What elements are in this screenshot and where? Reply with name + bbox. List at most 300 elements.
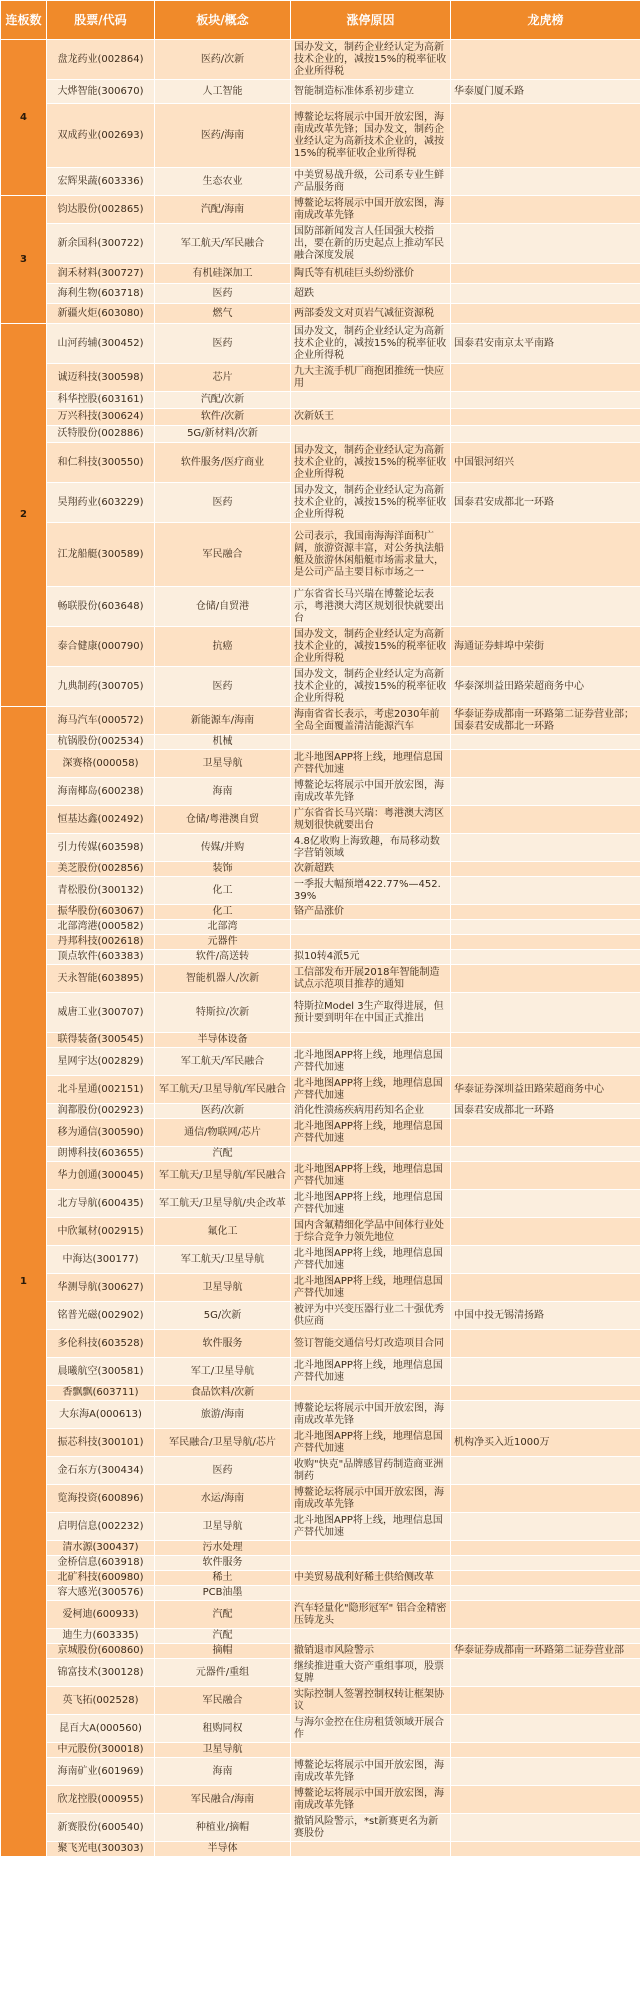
reason-cell: 北斗地图APP将上线，地理信息国产替代加速 [291,1162,451,1190]
level-cell: 1 [1,707,47,1857]
dragon-list-cell [451,304,640,324]
header-sector: 板块/概念 [155,1,291,40]
sector-cell: 芯片 [155,364,291,392]
dragon-list-cell: 中国中投无锡清扬路 [451,1302,640,1330]
table-row [1,1814,640,1842]
stock-name-cell: 顶点软件(603383) [47,950,155,965]
sector-cell: 5G/新材料/次新 [155,426,291,443]
table-row [1,1218,640,1246]
table-row [1,1147,640,1162]
table-row [1,1457,640,1485]
table-row [1,284,640,304]
reason-cell [291,1033,451,1048]
header-level: 连板数 [1,1,47,40]
sector-cell: 租购同权 [155,1715,291,1743]
stock-name-cell: 恒基达鑫(002492) [47,806,155,834]
reason-cell: 实际控制人签署控制权转让框架协议 [291,1687,451,1715]
stock-name-cell: 启明信息(002232) [47,1513,155,1541]
table-row [1,1659,640,1687]
stock-name-cell: 美芝股份(002856) [47,862,155,877]
table-row [1,750,640,778]
stock-name-cell: 九典制药(300705) [47,667,155,707]
sector-cell: 稀土 [155,1571,291,1586]
reason-cell: 九大主流手机厂商抱团推统一快应用 [291,364,451,392]
dragon-list-cell [451,834,640,862]
sector-cell: 化工 [155,905,291,920]
stock-name-cell: 海南椰岛(600238) [47,778,155,806]
dragon-list-cell [451,862,640,877]
reason-cell: 博鳌论坛将展示中国开放宏图，海南成改革先锋 [291,1401,451,1429]
dragon-list-cell [451,1758,640,1786]
table-row [1,196,640,224]
table-row [1,1274,640,1302]
stock-name-cell: 引力传媒(603598) [47,834,155,862]
dragon-list-cell: 海通证券蚌埠中荣街 [451,627,640,667]
table-row [1,1246,640,1274]
table-row [1,935,640,950]
sector-cell: 软件服务 [155,1330,291,1358]
table-row [1,1386,640,1401]
sector-cell: 医药 [155,284,291,304]
sector-cell: 仓储/粤港澳自贸 [155,806,291,834]
reason-cell: 签订智能交通信号灯改造项目合同 [291,1330,451,1358]
sector-cell: 军工航天/卫星导航/军民融合 [155,1076,291,1104]
dragon-list-cell [451,806,640,834]
dragon-list-cell [451,877,640,905]
table-row [1,1586,640,1601]
dragon-list-cell: 华泰证券成都南一环路第二证券营业部 [451,1644,640,1659]
table-row [1,877,640,905]
dragon-list-cell [451,993,640,1033]
stock-name-cell: 昊翔药业(603229) [47,483,155,523]
dragon-list-cell [451,40,640,80]
dragon-list-cell [451,1601,640,1629]
dragon-list-cell [451,1541,640,1556]
reason-cell: 与海尔金控在住房租赁领域开展合作 [291,1715,451,1743]
table-row [1,483,640,523]
reason-cell [291,935,451,950]
dragon-list-cell [451,1401,640,1429]
reason-cell: 继续推进重大资产重组事项，股票复牌 [291,1659,451,1687]
dragon-list-cell: 国泰君安成都北一环路 [451,483,640,523]
dragon-list-cell [451,1814,640,1842]
sector-cell: 人工智能 [155,80,291,104]
dragon-list-cell [451,426,640,443]
sector-cell: 军工航天/卫星导航/军民融合 [155,1162,291,1190]
stock-name-cell: 新疆火炬(603080) [47,304,155,324]
stock-name-cell: 深赛格(000058) [47,750,155,778]
sector-cell: 军民融合/海南 [155,1786,291,1814]
dragon-list-cell: 华泰深圳益田路荣超商务中心 [451,667,640,707]
dragon-list-cell [451,1629,640,1644]
stock-name-cell: 新赛股份(600540) [47,1814,155,1842]
stock-name-cell: 北矿科技(600980) [47,1571,155,1586]
sector-cell: 卫星导航 [155,1743,291,1758]
table-row [1,587,640,627]
stock-name-cell: 山河药辅(300452) [47,324,155,364]
sector-cell: 军工航天/军民融合 [155,1048,291,1076]
header-stock: 股票/代码 [47,1,155,40]
sector-cell: 海南 [155,778,291,806]
table-row [1,735,640,750]
board-body [1,40,640,1857]
table-row [1,1541,640,1556]
table-row [1,1743,640,1758]
sector-cell: 软件服务 [155,1556,291,1571]
stock-name-cell: 青松股份(300132) [47,877,155,905]
level-cell: 3 [1,196,47,324]
reason-cell: 铬产品涨价 [291,905,451,920]
reason-cell: 北斗地图APP将上线，地理信息国产替代加速 [291,1246,451,1274]
header-dragon: 龙虎榜 [451,1,640,40]
reason-cell: 消化性溃疡疾病用药知名企业 [291,1104,451,1119]
stock-name-cell: 盘龙药业(002864) [47,40,155,80]
reason-cell: 博鳌论坛将展示中国开放宏图，海南成改革先锋 [291,196,451,224]
sector-cell: 智能机器人/次新 [155,965,291,993]
table-row [1,862,640,877]
dragon-list-cell [451,587,640,627]
table-row [1,304,640,324]
dragon-list-cell: 华泰证券深圳益田路荣超商务中心 [451,1076,640,1104]
stock-name-cell: 华测导航(300627) [47,1274,155,1302]
dragon-list-cell [451,1274,640,1302]
stock-name-cell: 华力创通(300045) [47,1162,155,1190]
stock-name-cell: 中海达(300177) [47,1246,155,1274]
sector-cell: 元器件/重组 [155,1659,291,1687]
reason-cell: 一季报大幅预增422.77%—452.39% [291,877,451,905]
table-row [1,1687,640,1715]
stock-name-cell: 泰合健康(000790) [47,627,155,667]
dragon-list-cell [451,1687,640,1715]
stock-name-cell: 览海投资(600896) [47,1485,155,1513]
reason-cell: 被评为中兴变压器行业二十强优秀供应商 [291,1302,451,1330]
stock-name-cell: 振芯科技(300101) [47,1429,155,1457]
stock-name-cell: 金桥信息(603918) [47,1556,155,1571]
reason-cell: 国办发文，制药企业经认定为高新技术企业的，减按15%的税率征收企业所得税 [291,324,451,364]
stock-name-cell: 大东海A(000613) [47,1401,155,1429]
stock-name-cell: 中欣氟材(002915) [47,1218,155,1246]
stock-name-cell: 金石东方(300434) [47,1457,155,1485]
stock-name-cell: 沃特股份(002886) [47,426,155,443]
sector-cell: 氟化工 [155,1218,291,1246]
stock-name-cell: 中元股份(300018) [47,1743,155,1758]
stock-name-cell: 威唐工业(300707) [47,993,155,1033]
dragon-list-cell [451,1743,640,1758]
table-row [1,1119,640,1147]
sector-cell: 军工航天/卫星导航 [155,1246,291,1274]
reason-cell: 博鳌论坛将展示中国开放宏图，海南成改革先锋 [291,1786,451,1814]
table-row [1,364,640,392]
dragon-list-cell [451,1485,640,1513]
stock-name-cell: 移为通信(300590) [47,1119,155,1147]
reason-cell: 国办发文，制药企业经认定为高新技术企业的，减按15%的税率征收企业所得税 [291,40,451,80]
dragon-list-cell: 国泰君安南京太平南路 [451,324,640,364]
sector-cell: 食品饮料/次新 [155,1386,291,1401]
stock-name-cell: 晨曦航空(300581) [47,1358,155,1386]
stock-name-cell: 润禾材料(300727) [47,264,155,284]
stock-name-cell: 北部湾港(000582) [47,920,155,935]
sector-cell: 抗癌 [155,627,291,667]
dragon-list-cell [451,392,640,409]
stock-name-cell: 海利生物(603718) [47,284,155,304]
sector-cell: 军民融合/卫星导航/芯片 [155,1429,291,1457]
stock-name-cell: 科华控股(603161) [47,392,155,409]
dragon-list-cell: 中国银河绍兴 [451,443,640,483]
sector-cell: 医药 [155,1457,291,1485]
stock-name-cell: 大烨智能(300670) [47,80,155,104]
stock-name-cell: 海马汽车(000572) [47,707,155,735]
dragon-list-cell [451,168,640,196]
reason-cell: 广东省省长马兴瑞在博鳌论坛表示，粤港澳大湾区规划很快就要出台 [291,587,451,627]
reason-cell: 博鳌论坛将展示中国开放宏图，海南成改革先锋 [291,778,451,806]
dragon-list-cell [451,1048,640,1076]
reason-cell: 国办发文，制药企业经认定为高新技术企业的，减按15%的税率征收企业所得税 [291,627,451,667]
table-row [1,1758,640,1786]
stock-name-cell: 振华股份(603067) [47,905,155,920]
stock-name-cell: 新余国科(300722) [47,224,155,264]
table-row [1,1571,640,1586]
table-row [1,224,640,264]
reason-cell: 撤销退市风险警示 [291,1644,451,1659]
table-row [1,993,640,1033]
table-row [1,1401,640,1429]
stock-name-cell: 诚迈科技(300598) [47,364,155,392]
sector-cell: 汽配 [155,1601,291,1629]
stock-name-cell: 北方导航(600435) [47,1190,155,1218]
reason-cell [291,735,451,750]
stock-name-cell: 丹邦科技(002618) [47,935,155,950]
reason-cell [291,392,451,409]
table-row [1,778,640,806]
dragon-list-cell [451,950,640,965]
reason-cell: 拟10转4派5元 [291,950,451,965]
table-row [1,1644,640,1659]
stock-name-cell: 锦富技术(300128) [47,1659,155,1687]
sector-cell: 特斯拉/次新 [155,993,291,1033]
sector-cell: 卫星导航 [155,1274,291,1302]
header-row [1,1,640,40]
sector-cell: 燃气 [155,304,291,324]
dragon-list-cell [451,1659,640,1687]
stock-name-cell: 铭普光磁(002902) [47,1302,155,1330]
stock-name-cell: 容大感光(300576) [47,1586,155,1601]
table-row [1,80,640,104]
sector-cell: 医药 [155,483,291,523]
table-row [1,264,640,284]
sector-cell: 水运/海南 [155,1485,291,1513]
sector-cell: 卫星导航 [155,1513,291,1541]
sector-cell: 军工航天/卫星导航/央企改革 [155,1190,291,1218]
sector-cell: 污水处理 [155,1541,291,1556]
table-row [1,1162,640,1190]
reason-cell: 国防部新闻发言人任国强大校指出，要在新的历史起点上推动军民融合深度发展 [291,224,451,264]
reason-cell: 国内含氟精细化学品中间体行业处于综合竞争力领先地位 [291,1218,451,1246]
sector-cell: 半导体设备 [155,1033,291,1048]
sector-cell: 汽配 [155,1147,291,1162]
sector-cell: 通信/物联网/芯片 [155,1119,291,1147]
reason-cell: 国办发文，制药企业经认定为高新技术企业的，减按15%的税率征收企业所得税 [291,667,451,707]
sector-cell: 军工航天/军民融合 [155,224,291,264]
sector-cell: 有机硅深加工 [155,264,291,284]
dragon-list-cell [451,284,640,304]
table-row [1,1076,640,1104]
reason-cell: 工信部发布开展2018年智能制造试点示范项目推荐的通知 [291,965,451,993]
sector-cell: 军工/卫星导航 [155,1358,291,1386]
dragon-list-cell [451,1556,640,1571]
dragon-list-cell: 国泰君安成都北一环路 [451,1104,640,1119]
sector-cell: 种植业/摘帽 [155,1814,291,1842]
reason-cell: 次新超跌 [291,862,451,877]
reason-cell: 国办发文，制药企业经认定为高新技术企业的，减按15%的税率征收企业所得税 [291,443,451,483]
table-row [1,1429,640,1457]
table-row [1,443,640,483]
reason-cell: 撤销风险警示，*st新赛更名为新赛股份 [291,1814,451,1842]
stock-name-cell: 杭锅股份(002534) [47,735,155,750]
sector-cell: 医药/海南 [155,104,291,168]
level-cell: 4 [1,40,47,196]
dragon-list-cell [451,750,640,778]
table-row [1,1330,640,1358]
table-row [1,1302,640,1330]
table-row [1,1513,640,1541]
reason-cell: 北斗地图APP将上线，地理信息国产替代加速 [291,1190,451,1218]
dragon-list-cell [451,409,640,426]
sector-cell: 汽配/次新 [155,392,291,409]
stock-name-cell: 润都股份(002923) [47,1104,155,1119]
table-row [1,104,640,168]
dragon-list-cell [451,104,640,168]
stock-name-cell: 京城股份(600860) [47,1644,155,1659]
stock-name-cell: 迪生力(603335) [47,1629,155,1644]
table-row [1,905,640,920]
reason-cell: 陶氏等有机硅巨头纷纷涨价 [291,264,451,284]
table-row [1,920,640,935]
table-row [1,1556,640,1571]
sector-cell: 机械 [155,735,291,750]
table-row [1,1033,640,1048]
reason-cell: 中美贸易战升级，公司系专业生鲜产品服务商 [291,168,451,196]
table-row [1,168,640,196]
table-row [1,523,640,587]
dragon-list-cell [451,1147,640,1162]
reason-cell: 博鳌论坛将展示中国开放宏图，海南成改革先锋 [291,1758,451,1786]
dragon-list-cell [451,1358,640,1386]
table-row [1,324,640,364]
table-row [1,627,640,667]
table-row [1,707,640,735]
reason-cell [291,1743,451,1758]
dragon-list-cell [451,935,640,950]
sector-cell: 医药 [155,324,291,364]
level-cell: 2 [1,324,47,707]
dragon-list-cell [451,264,640,284]
sector-cell: 北部湾 [155,920,291,935]
dragon-list-cell [451,1190,640,1218]
table-row [1,1048,640,1076]
table-row [1,392,640,409]
stock-name-cell: 钧达股份(002865) [47,196,155,224]
reason-cell [291,1586,451,1601]
table-row [1,1104,640,1119]
dragon-list-cell [451,735,640,750]
sector-cell: 仓储/自贸港 [155,587,291,627]
table-row [1,1842,640,1857]
stock-name-cell: 聚飞光电(300303) [47,1842,155,1857]
table-row [1,965,640,993]
sector-cell: 旅游/海南 [155,1401,291,1429]
stock-name-cell: 英飞拓(002528) [47,1687,155,1715]
reason-cell: 公司表示，我国南海海洋面积广阔，旅游资源丰富，对公务执法船艇及旅游休闲船艇市场需求量大，是公司产品主要目标市场之一 [291,523,451,587]
reason-cell [291,426,451,443]
table-row [1,426,640,443]
dragon-list-cell: 机构净买入近1000万 [451,1429,640,1457]
reason-cell: 北斗地图APP将上线，地理信息国产替代加速 [291,1076,451,1104]
reason-cell [291,920,451,935]
reason-cell: 海南省省长表示，考虑2030年前全岛全面覆盖清洁能源汽车 [291,707,451,735]
table-row [1,1715,640,1743]
stock-name-cell: 畅联股份(603648) [47,587,155,627]
stock-name-cell: 爱柯迪(600933) [47,1601,155,1629]
dragon-list-cell [451,196,640,224]
sector-cell: 半导体 [155,1842,291,1857]
reason-cell: 北斗地图APP将上线，地理信息国产替代加速 [291,1274,451,1302]
stock-name-cell: 和仁科技(300550) [47,443,155,483]
stock-name-cell: 海南矿业(601969) [47,1758,155,1786]
dragon-list-cell [451,1033,640,1048]
reason-cell [291,1629,451,1644]
table-row [1,40,640,80]
reason-cell: 中美贸易战利好稀土供给侧改革 [291,1571,451,1586]
reason-cell: 北斗地图APP将上线，地理信息国产替代加速 [291,1119,451,1147]
sector-cell: 海南 [155,1758,291,1786]
dragon-list-cell [451,224,640,264]
stock-name-cell: 朗博科技(603655) [47,1147,155,1162]
reason-cell [291,1556,451,1571]
sector-cell: 装饰 [155,862,291,877]
table-row [1,409,640,426]
stock-name-cell: 香飘飘(603711) [47,1386,155,1401]
sector-cell: 军民融合 [155,523,291,587]
stock-name-cell: 昆百大A(000560) [47,1715,155,1743]
table-row [1,950,640,965]
dragon-list-cell [451,1513,640,1541]
table-row [1,1190,640,1218]
dragon-list-cell: 华泰厦门厦禾路 [451,80,640,104]
table-row [1,1629,640,1644]
stock-name-cell: 清水源(300437) [47,1541,155,1556]
sector-cell: 软件服务/医疗商业 [155,443,291,483]
dragon-list-cell [451,1457,640,1485]
dragon-list-cell [451,364,640,392]
reason-cell: 特斯拉Model 3生产取得进展，但预计要到明年在中国正式推出 [291,993,451,1033]
reason-cell: 两部委发文对页岩气减征资源税 [291,304,451,324]
table-row [1,1601,640,1629]
stock-name-cell: 天永智能(603895) [47,965,155,993]
table-row [1,834,640,862]
table-row [1,1786,640,1814]
reason-cell: 广东省省长马兴瑞：粤港澳大湾区规划很快就要出台 [291,806,451,834]
stock-name-cell: 万兴科技(300624) [47,409,155,426]
reason-cell: 博鳌论坛将展示中国开放宏图，海南成改革先锋；国办发文，制药企业经认定为高新技术企业的，减按15%的税率征收企业所得税 [291,104,451,168]
reason-cell: 北斗地图APP将上线，地理信息国产替代加速 [291,1048,451,1076]
stock-name-cell: 星网宇达(002829) [47,1048,155,1076]
table-row [1,1485,640,1513]
reason-cell: 北斗地图APP将上线，地理信息国产替代加速 [291,750,451,778]
dragon-list-cell [451,1842,640,1857]
stock-name-cell: 欣龙控股(000955) [47,1786,155,1814]
sector-cell: 医药 [155,667,291,707]
sector-cell: 摘帽 [155,1644,291,1659]
